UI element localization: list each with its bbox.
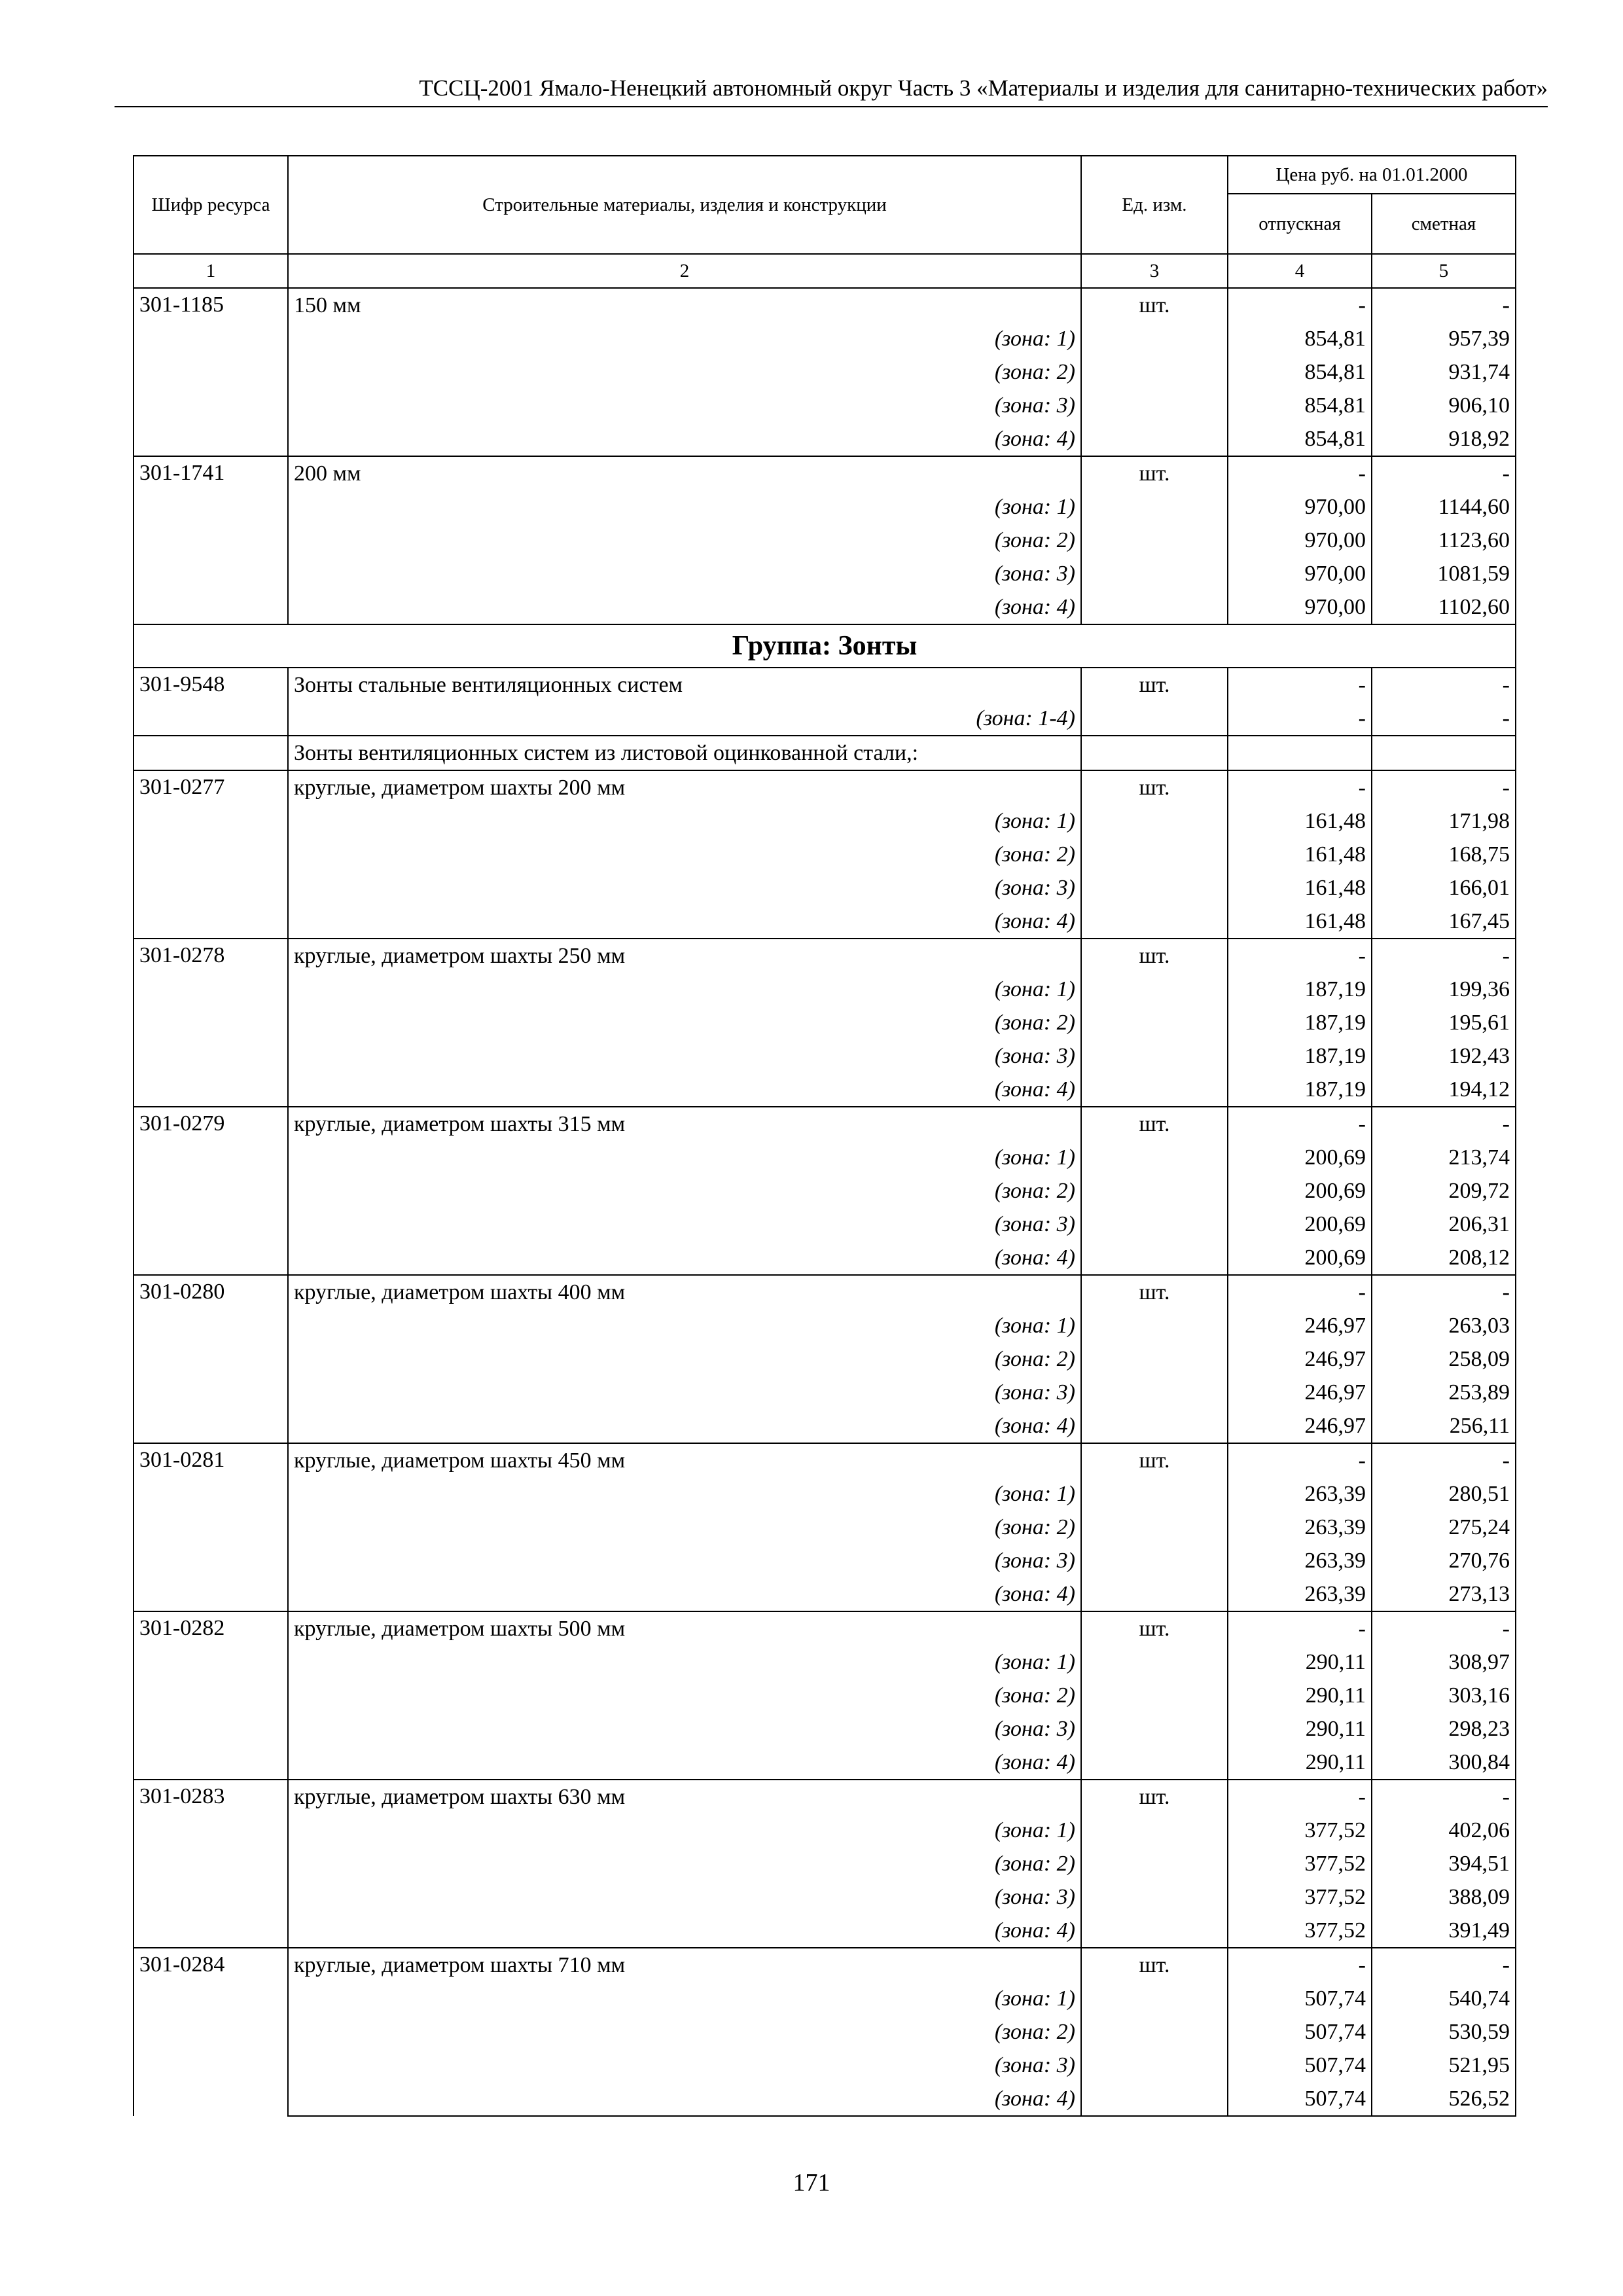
zone-unit-cell (1081, 1679, 1228, 1712)
subheading-estimate-cell (1372, 736, 1516, 770)
zone-unit-cell (1081, 524, 1228, 557)
item-name: круглые, диаметром шахты 630 мм (288, 1780, 1081, 1814)
release-price: - (1228, 939, 1372, 973)
column-header-estimate: сметная (1372, 194, 1516, 254)
zone-unit-cell (1081, 2082, 1228, 2116)
zone-release-price: 200,69 (1228, 1208, 1372, 1241)
zone-label: (зона: 1) (288, 1814, 1081, 1847)
release-price: - (1228, 1443, 1372, 1477)
zone-estimate-price: 253,89 (1372, 1376, 1516, 1409)
zone-estimate-price: 192,43 (1372, 1039, 1516, 1073)
resource-code: 301-9548 (134, 668, 288, 736)
item-unit: шт. (1081, 939, 1228, 973)
zone-release-price: 854,81 (1228, 355, 1372, 389)
zone-row (134, 524, 1516, 557)
zone-unit-cell (1081, 422, 1228, 456)
zone-row (134, 422, 1516, 456)
zone-release-price: 187,19 (1228, 1039, 1372, 1073)
table-row (134, 1443, 1516, 1477)
item-unit: шт. (1081, 1611, 1228, 1645)
zone-row (134, 557, 1516, 590)
zone-estimate-price: 199,36 (1372, 973, 1516, 1006)
zone-release-price: 377,52 (1228, 1914, 1372, 1948)
zone-row (134, 1847, 1516, 1880)
zone-label: (зона: 2) (288, 1174, 1081, 1208)
zone-row (134, 2015, 1516, 2049)
zone-row (134, 1342, 1516, 1376)
zone-unit-cell (1081, 1880, 1228, 1914)
release-price: - (1228, 288, 1372, 322)
zone-unit-cell (1081, 1814, 1228, 1847)
release-price: - (1228, 1107, 1372, 1141)
zone-estimate-price: 167,45 (1372, 905, 1516, 939)
zone-unit-cell (1081, 1847, 1228, 1880)
zone-unit-cell (1081, 1577, 1228, 1611)
zone-label: (зона: 1-4) (288, 702, 1081, 736)
zone-release-price: 854,81 (1228, 322, 1372, 355)
zone-label: (зона: 2) (288, 524, 1081, 557)
zone-row (134, 1039, 1516, 1073)
zone-unit-cell (1081, 1712, 1228, 1746)
zone-label: (зона: 3) (288, 1712, 1081, 1746)
zone-label: (зона: 2) (288, 838, 1081, 871)
zone-unit-cell (1081, 871, 1228, 905)
zone-label: (зона: 1) (288, 1477, 1081, 1511)
zone-row (134, 1309, 1516, 1342)
zone-estimate-price: 300,84 (1372, 1746, 1516, 1780)
release-price: - (1228, 770, 1372, 804)
resource-code: 301-1741 (134, 456, 288, 624)
zone-release-price: - (1228, 702, 1372, 736)
zone-row (134, 1645, 1516, 1679)
zone-estimate-price: 391,49 (1372, 1914, 1516, 1948)
zone-label: (зона: 3) (288, 389, 1081, 422)
zone-unit-cell (1081, 490, 1228, 524)
resource-code: 301-0282 (134, 1611, 288, 1780)
zone-unit-cell (1081, 973, 1228, 1006)
zone-release-price: 377,52 (1228, 1847, 1372, 1880)
table-row (134, 1611, 1516, 1645)
zone-estimate-price: 918,92 (1372, 422, 1516, 456)
item-name: круглые, диаметром шахты 450 мм (288, 1443, 1081, 1477)
zone-unit-cell (1081, 905, 1228, 939)
subheading-release-cell (1228, 736, 1372, 770)
zone-release-price: 187,19 (1228, 973, 1372, 1006)
release-price: - (1228, 1780, 1372, 1814)
zone-unit-cell (1081, 1006, 1228, 1039)
zone-release-price: 290,11 (1228, 1712, 1372, 1746)
zone-row (134, 973, 1516, 1006)
resource-code: 301-0284 (134, 1948, 288, 2116)
zone-row (134, 2049, 1516, 2082)
price-table-header (134, 156, 1516, 288)
zone-row (134, 389, 1516, 422)
zone-label: (зона: 1) (288, 1141, 1081, 1174)
column-number-5: 5 (1372, 254, 1516, 288)
zone-row (134, 1511, 1516, 1544)
zone-unit-cell (1081, 389, 1228, 422)
zone-row (134, 1982, 1516, 2015)
zone-row (134, 1712, 1516, 1746)
zone-unit-cell (1081, 1477, 1228, 1511)
zone-estimate-price: 402,06 (1372, 1814, 1516, 1847)
subheading-text: Зонты вентиляционных систем из листовой оцинкованной стали,: (288, 736, 1081, 770)
zone-release-price: 970,00 (1228, 557, 1372, 590)
estimate-price: - (1372, 1275, 1516, 1309)
zone-label: (зона: 4) (288, 1073, 1081, 1107)
zone-release-price: 187,19 (1228, 1006, 1372, 1039)
zone-label: (зона: 1) (288, 490, 1081, 524)
zone-release-price: 246,97 (1228, 1342, 1372, 1376)
zone-label: (зона: 1) (288, 322, 1081, 355)
zone-label: (зона: 2) (288, 1006, 1081, 1039)
zone-row (134, 1880, 1516, 1914)
page-number: 171 (793, 2169, 830, 2197)
zone-estimate-price: 258,09 (1372, 1342, 1516, 1376)
zone-unit-cell (1081, 1544, 1228, 1577)
zone-label: (зона: 3) (288, 557, 1081, 590)
zone-release-price: 377,52 (1228, 1880, 1372, 1914)
zone-label: (зона: 4) (288, 1241, 1081, 1275)
zone-release-price: 161,48 (1228, 838, 1372, 871)
zone-unit-cell (1081, 1039, 1228, 1073)
zone-estimate-price: 206,31 (1372, 1208, 1516, 1241)
zone-estimate-price: 256,11 (1372, 1409, 1516, 1443)
release-price: - (1228, 1948, 1372, 1982)
item-unit: шт. (1081, 288, 1228, 322)
zone-release-price: 970,00 (1228, 590, 1372, 624)
item-name: круглые, диаметром шахты 200 мм (288, 770, 1081, 804)
item-name: круглые, диаметром шахты 250 мм (288, 939, 1081, 973)
header-rule (115, 106, 1548, 107)
zone-estimate-price: 168,75 (1372, 838, 1516, 871)
estimate-price: - (1372, 668, 1516, 702)
estimate-price: - (1372, 770, 1516, 804)
zone-release-price: 200,69 (1228, 1241, 1372, 1275)
zone-row (134, 322, 1516, 355)
zone-label: (зона: 1) (288, 973, 1081, 1006)
table-row (134, 1780, 1516, 1814)
zone-estimate-price: 308,97 (1372, 1645, 1516, 1679)
zone-row (134, 1241, 1516, 1275)
release-price: - (1228, 668, 1372, 702)
zone-unit-cell (1081, 322, 1228, 355)
zone-unit-cell (1081, 1982, 1228, 2015)
zone-unit-cell (1081, 1342, 1228, 1376)
zone-row (134, 838, 1516, 871)
zone-release-price: 246,97 (1228, 1309, 1372, 1342)
zone-row (134, 1141, 1516, 1174)
zone-row (134, 1174, 1516, 1208)
zone-estimate-price: 931,74 (1372, 355, 1516, 389)
zone-estimate-price: 195,61 (1372, 1006, 1516, 1039)
zone-unit-cell (1081, 702, 1228, 736)
zone-unit-cell (1081, 1746, 1228, 1780)
zone-estimate-price: 1081,59 (1372, 557, 1516, 590)
zone-release-price: 200,69 (1228, 1141, 1372, 1174)
column-header-price-group: Цена руб. на 01.01.2000 (1228, 156, 1516, 194)
zone-estimate-price: 1102,60 (1372, 590, 1516, 624)
price-table (133, 155, 1516, 2117)
subheading-code-cell (134, 736, 288, 770)
zone-release-price: 246,97 (1228, 1409, 1372, 1443)
zone-row (134, 871, 1516, 905)
resource-code: 301-0278 (134, 939, 288, 1107)
release-price: - (1228, 1611, 1372, 1645)
zone-row (134, 1814, 1516, 1847)
item-unit: шт. (1081, 456, 1228, 490)
zone-release-price: 263,39 (1228, 1511, 1372, 1544)
resource-code: 301-0283 (134, 1780, 288, 1948)
zone-release-price: 263,39 (1228, 1477, 1372, 1511)
zone-release-price: 507,74 (1228, 2015, 1372, 2049)
zone-estimate-price: 906,10 (1372, 389, 1516, 422)
zone-release-price: 290,11 (1228, 1746, 1372, 1780)
resource-code: 301-0277 (134, 770, 288, 939)
table-row (134, 1948, 1516, 1982)
release-price: - (1228, 456, 1372, 490)
zone-label: (зона: 3) (288, 1376, 1081, 1409)
zone-label: (зона: 4) (288, 1409, 1081, 1443)
zone-estimate-price: - (1372, 702, 1516, 736)
price-table-body (134, 288, 1516, 2116)
item-unit: шт. (1081, 770, 1228, 804)
zone-unit-cell (1081, 838, 1228, 871)
zone-label: (зона: 3) (288, 1544, 1081, 1577)
zone-estimate-price: 526,52 (1372, 2082, 1516, 2116)
zone-estimate-price: 540,74 (1372, 1982, 1516, 2015)
item-name: круглые, диаметром шахты 400 мм (288, 1275, 1081, 1309)
zone-row (134, 1544, 1516, 1577)
zone-release-price: 161,48 (1228, 804, 1372, 838)
zone-row (134, 1914, 1516, 1948)
table-row (134, 668, 1516, 702)
zone-row (134, 1208, 1516, 1241)
item-unit: шт. (1081, 1443, 1228, 1477)
estimate-price: - (1372, 288, 1516, 322)
zone-label: (зона: 3) (288, 1208, 1081, 1241)
zone-label: (зона: 2) (288, 1342, 1081, 1376)
estimate-price: - (1372, 1948, 1516, 1982)
estimate-price: - (1372, 456, 1516, 490)
zone-label: (зона: 3) (288, 871, 1081, 905)
zone-row (134, 1577, 1516, 1611)
zone-estimate-price: 209,72 (1372, 1174, 1516, 1208)
zone-estimate-price: 171,98 (1372, 804, 1516, 838)
zone-estimate-price: 303,16 (1372, 1679, 1516, 1712)
resource-code: 301-0280 (134, 1275, 288, 1443)
zone-estimate-price: 521,95 (1372, 2049, 1516, 2082)
table-row (134, 939, 1516, 973)
zone-release-price: 187,19 (1228, 1073, 1372, 1107)
zone-label: (зона: 2) (288, 1847, 1081, 1880)
zone-unit-cell (1081, 1141, 1228, 1174)
zone-estimate-price: 275,24 (1372, 1511, 1516, 1544)
estimate-price: - (1372, 1443, 1516, 1477)
zone-release-price: 854,81 (1228, 389, 1372, 422)
table-row (134, 456, 1516, 490)
zone-row (134, 355, 1516, 389)
table-row (134, 770, 1516, 804)
item-name: Зонты стальные вентиляционных систем (288, 668, 1081, 702)
zone-estimate-price: 280,51 (1372, 1477, 1516, 1511)
resource-code: 301-0281 (134, 1443, 288, 1611)
item-unit: шт. (1081, 1275, 1228, 1309)
column-header-code: Шифр ресурса (134, 156, 288, 254)
zone-label: (зона: 2) (288, 1679, 1081, 1712)
column-number-1: 1 (134, 254, 288, 288)
zone-unit-cell (1081, 1073, 1228, 1107)
zone-row (134, 590, 1516, 624)
zone-label: (зона: 3) (288, 1039, 1081, 1073)
column-header-release: отпускная (1228, 194, 1372, 254)
zone-unit-cell (1081, 1409, 1228, 1443)
subheading-row (134, 736, 1516, 770)
zone-estimate-price: 530,59 (1372, 2015, 1516, 2049)
zone-release-price: 200,69 (1228, 1174, 1372, 1208)
zone-row (134, 490, 1516, 524)
zone-row (134, 804, 1516, 838)
zone-row (134, 2082, 1516, 2116)
page-header-title: ТССЦ-2001 Ямало-Ненецкий автономный округ Часть 3 «Материалы и изделия для санитарно-технических работ» (419, 75, 1548, 101)
zone-release-price: 970,00 (1228, 524, 1372, 557)
zone-unit-cell (1081, 1241, 1228, 1275)
zone-release-price: 970,00 (1228, 490, 1372, 524)
zone-label: (зона: 4) (288, 905, 1081, 939)
zone-release-price: 263,39 (1228, 1544, 1372, 1577)
zone-unit-cell (1081, 804, 1228, 838)
zone-row (134, 1746, 1516, 1780)
zone-estimate-price: 1123,60 (1372, 524, 1516, 557)
zone-release-price: 246,97 (1228, 1376, 1372, 1409)
zone-estimate-price: 394,51 (1372, 1847, 1516, 1880)
zone-release-price: 854,81 (1228, 422, 1372, 456)
table-row (134, 1107, 1516, 1141)
estimate-price: - (1372, 1107, 1516, 1141)
table-row (134, 1275, 1516, 1309)
estimate-price: - (1372, 1611, 1516, 1645)
zone-label: (зона: 4) (288, 1746, 1081, 1780)
zone-release-price: 377,52 (1228, 1814, 1372, 1847)
zone-estimate-price: 194,12 (1372, 1073, 1516, 1107)
zone-row (134, 1679, 1516, 1712)
zone-label: (зона: 2) (288, 2015, 1081, 2049)
zone-label: (зона: 1) (288, 1309, 1081, 1342)
zone-label: (зона: 4) (288, 1914, 1081, 1948)
zone-label: (зона: 3) (288, 2049, 1081, 2082)
zone-release-price: 161,48 (1228, 905, 1372, 939)
item-unit: шт. (1081, 1948, 1228, 1982)
zone-unit-cell (1081, 1174, 1228, 1208)
zone-label: (зона: 2) (288, 1511, 1081, 1544)
zone-release-price: 507,74 (1228, 2082, 1372, 2116)
group-heading-row (134, 624, 1516, 668)
zone-estimate-price: 1144,60 (1372, 490, 1516, 524)
zone-unit-cell (1081, 1914, 1228, 1948)
zone-label: (зона: 4) (288, 2082, 1081, 2116)
estimate-price: - (1372, 1780, 1516, 1814)
item-unit: шт. (1081, 1107, 1228, 1141)
zone-release-price: 507,74 (1228, 1982, 1372, 2015)
item-name: круглые, диаметром шахты 500 мм (288, 1611, 1081, 1645)
zone-label: (зона: 1) (288, 1645, 1081, 1679)
item-name: круглые, диаметром шахты 315 мм (288, 1107, 1081, 1141)
item-unit: шт. (1081, 1780, 1228, 1814)
zone-row (134, 1073, 1516, 1107)
zone-label: (зона: 3) (288, 1880, 1081, 1914)
zone-label: (зона: 4) (288, 422, 1081, 456)
zone-unit-cell (1081, 557, 1228, 590)
column-header-unit: Ед. изм. (1081, 156, 1228, 254)
group-heading: Группа: Зонты (134, 624, 1516, 668)
zone-release-price: 290,11 (1228, 1679, 1372, 1712)
item-unit: шт. (1081, 668, 1228, 702)
zone-estimate-price: 213,74 (1372, 1141, 1516, 1174)
zone-unit-cell (1081, 1645, 1228, 1679)
zone-label: (зона: 4) (288, 590, 1081, 624)
zone-row (134, 1006, 1516, 1039)
resource-code: 301-1185 (134, 288, 288, 456)
zone-unit-cell (1081, 355, 1228, 389)
subheading-unit-cell (1081, 736, 1228, 770)
zone-unit-cell (1081, 590, 1228, 624)
zone-row (134, 905, 1516, 939)
zone-estimate-price: 263,03 (1372, 1309, 1516, 1342)
zone-estimate-price: 270,76 (1372, 1544, 1516, 1577)
zone-estimate-price: 273,13 (1372, 1577, 1516, 1611)
release-price: - (1228, 1275, 1372, 1309)
item-name: круглые, диаметром шахты 710 мм (288, 1948, 1081, 1982)
table-row (134, 288, 1516, 322)
zone-release-price: 263,39 (1228, 1577, 1372, 1611)
item-name: 200 мм (288, 456, 1081, 490)
zone-unit-cell (1081, 1309, 1228, 1342)
zone-unit-cell (1081, 1208, 1228, 1241)
resource-code: 301-0279 (134, 1107, 288, 1275)
zone-label: (зона: 1) (288, 1982, 1081, 2015)
column-number-2: 2 (288, 254, 1081, 288)
zone-unit-cell (1081, 2015, 1228, 2049)
zone-unit-cell (1081, 1511, 1228, 1544)
zone-row (134, 1376, 1516, 1409)
column-header-name: Строительные материалы, изделия и конструкции (288, 156, 1081, 254)
zone-release-price: 290,11 (1228, 1645, 1372, 1679)
column-number-4: 4 (1228, 254, 1372, 288)
zone-estimate-price: 166,01 (1372, 871, 1516, 905)
zone-estimate-price: 957,39 (1372, 322, 1516, 355)
item-name: 150 мм (288, 288, 1081, 322)
zone-release-price: 507,74 (1228, 2049, 1372, 2082)
zone-row (134, 702, 1516, 736)
column-number-3: 3 (1081, 254, 1228, 288)
zone-release-price: 161,48 (1228, 871, 1372, 905)
estimate-price: - (1372, 939, 1516, 973)
zone-unit-cell (1081, 1376, 1228, 1409)
zone-unit-cell (1081, 2049, 1228, 2082)
zone-row (134, 1477, 1516, 1511)
zone-label: (зона: 4) (288, 1577, 1081, 1611)
zone-estimate-price: 388,09 (1372, 1880, 1516, 1914)
zone-label: (зона: 1) (288, 804, 1081, 838)
zone-estimate-price: 208,12 (1372, 1241, 1516, 1275)
zone-label: (зона: 2) (288, 355, 1081, 389)
zone-estimate-price: 298,23 (1372, 1712, 1516, 1746)
zone-row (134, 1409, 1516, 1443)
